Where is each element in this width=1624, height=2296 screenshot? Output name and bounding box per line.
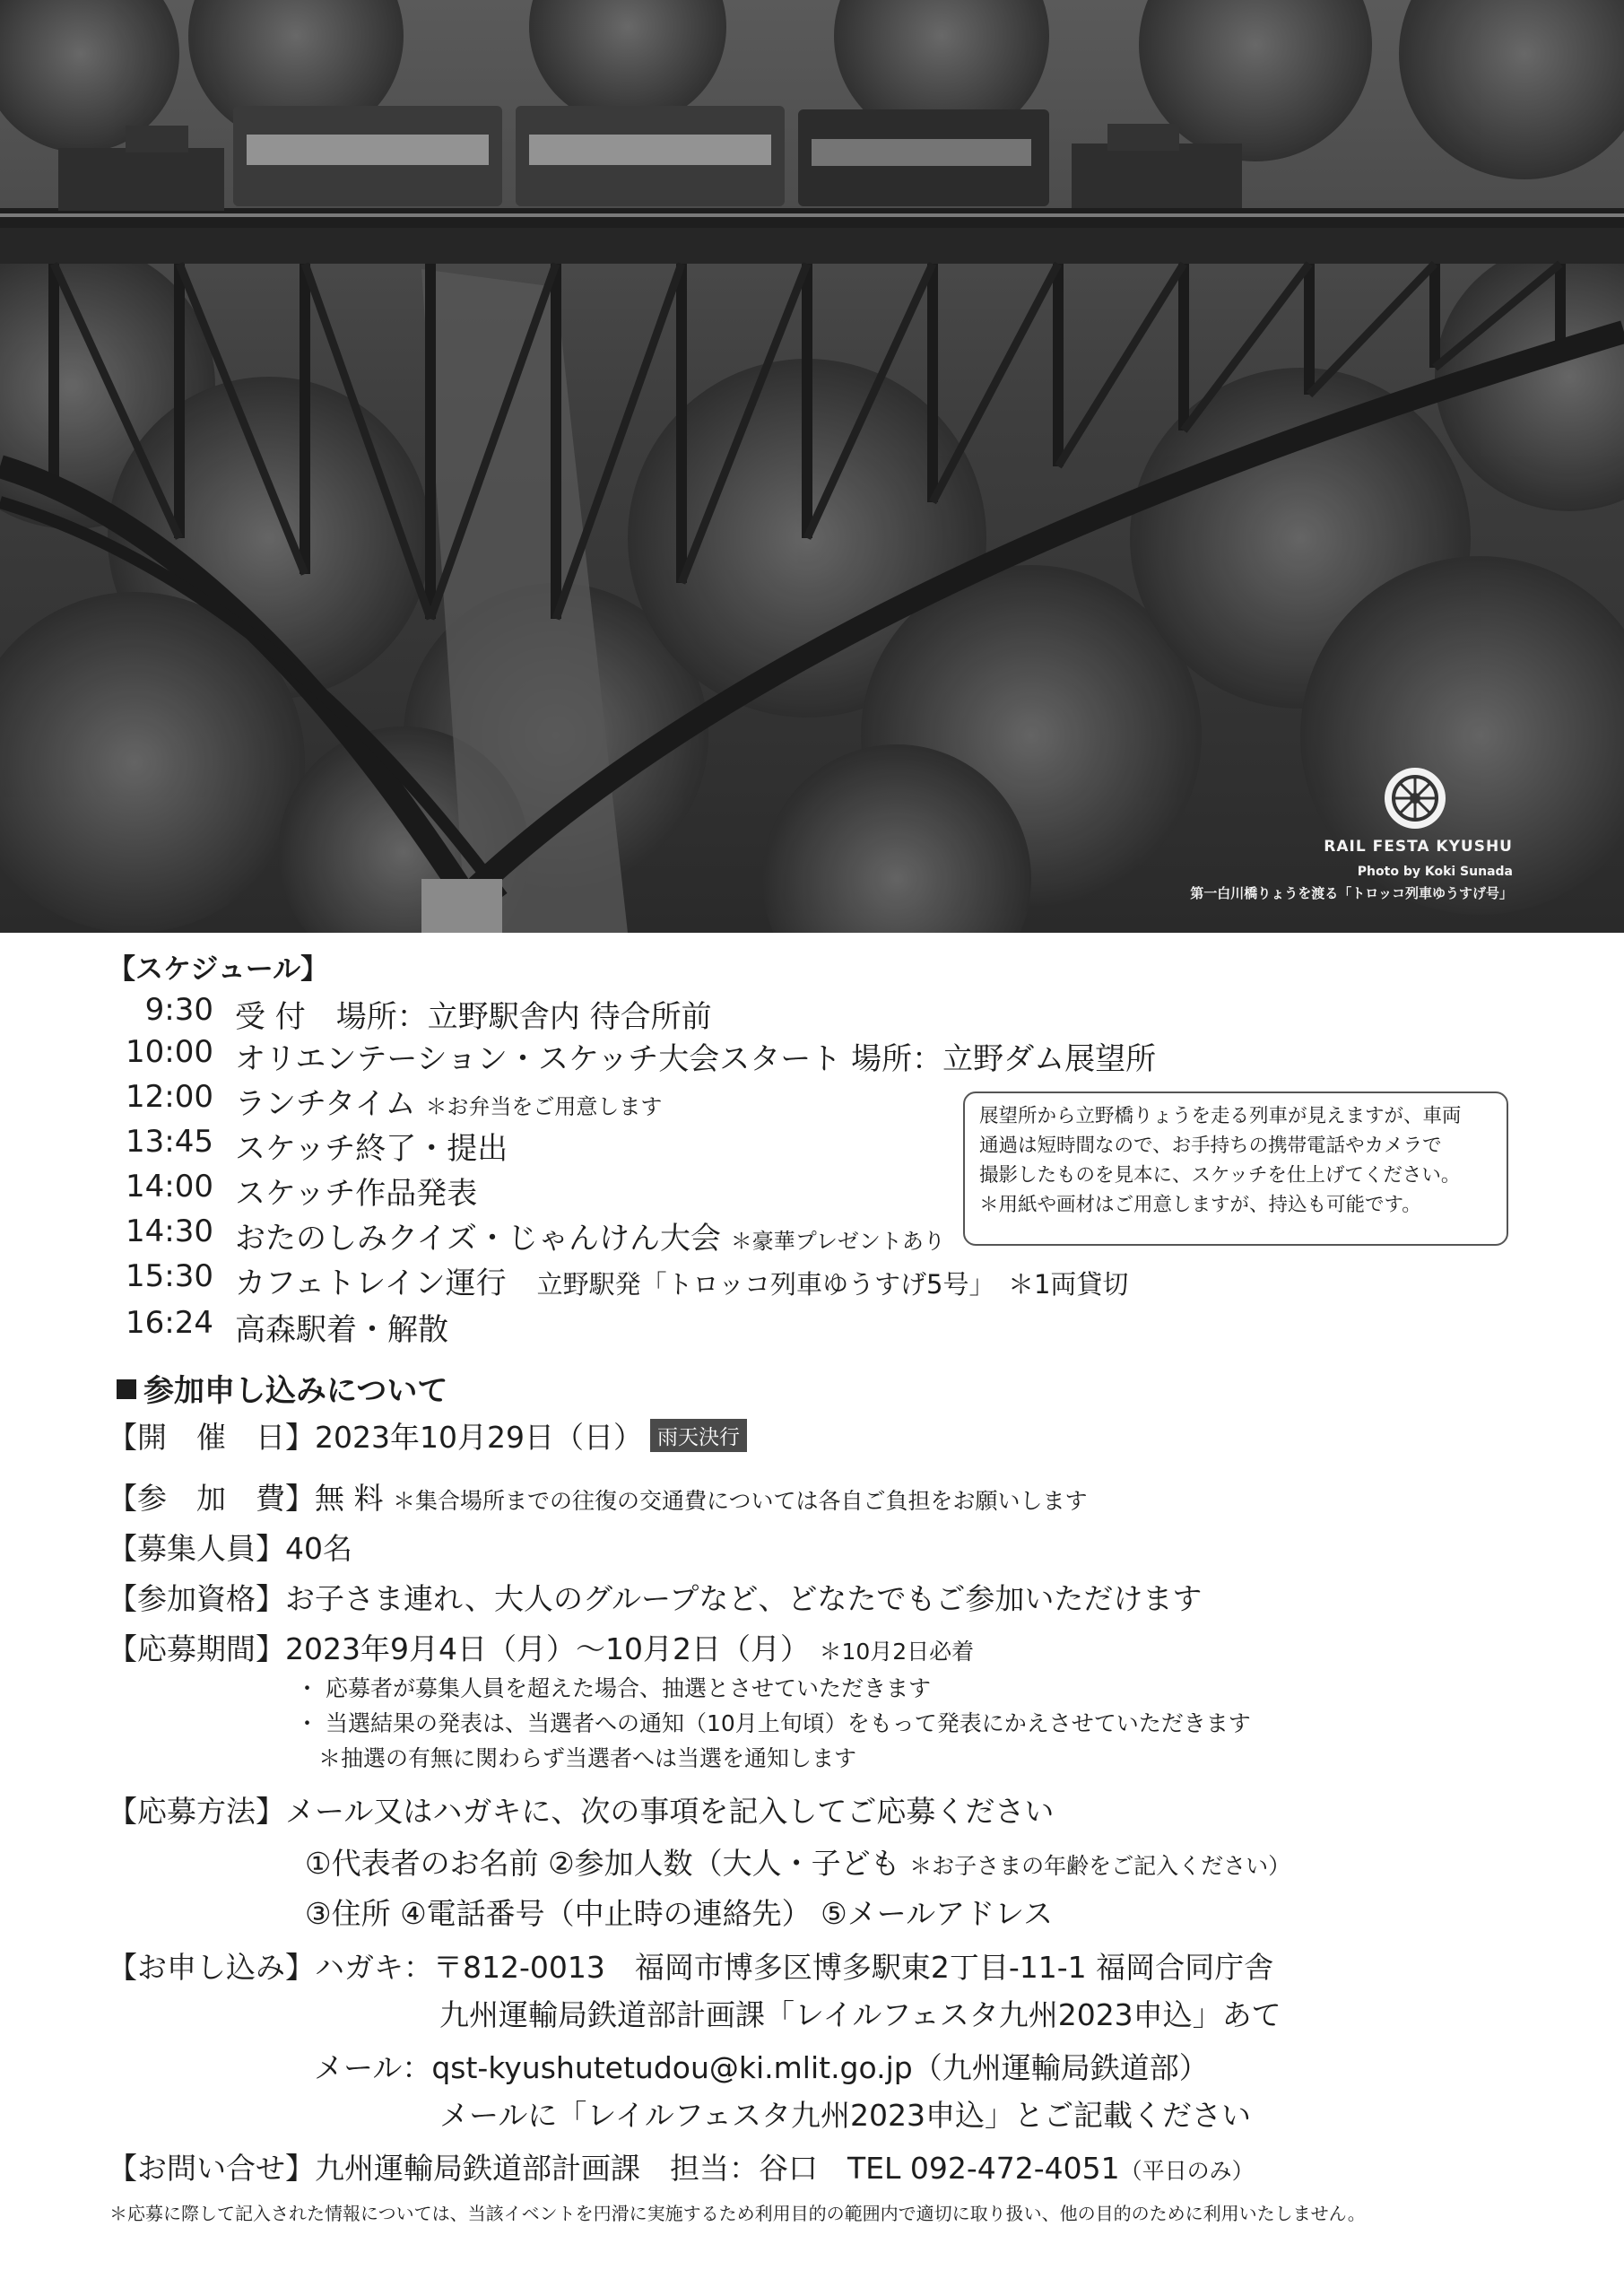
rail-festa-logo xyxy=(1385,768,1446,829)
submit-label: 【お申し込み】 xyxy=(108,1950,315,1985)
postcard-label: ハガキ： xyxy=(315,1950,433,1985)
fee-label: 【参 加 費】 xyxy=(108,1481,315,1516)
schedule-time: 14:30 xyxy=(126,1213,213,1249)
note-line: 展望所から立野橋りょうを走る列車が見えますが、車両 xyxy=(979,1105,1462,1127)
date-value: 2023年10月29日（日） xyxy=(315,1420,643,1455)
period-value: 2023年9月4日（月）～10月2日（月） xyxy=(285,1631,810,1666)
schedule-text: 受 付 場所：立野駅舎内 待合所前 xyxy=(235,999,712,1035)
capacity xyxy=(108,1526,352,1568)
schedule-note: ＊豪華プレゼントあり xyxy=(730,1229,945,1254)
period-label: 【応募期間】 xyxy=(108,1631,285,1666)
contact-note: （平日のみ） xyxy=(1119,2158,1255,2184)
method-value: メール又はハガキに、次の事項を記入してご応募ください xyxy=(285,1794,1055,1829)
capacity-label: 【募集人員】 xyxy=(108,1531,285,1566)
schedule-note: ＊お弁当をご用意します xyxy=(425,1094,663,1119)
eligibility-label: 【参加資格】 xyxy=(108,1581,285,1616)
schedule-time: 15:30 xyxy=(126,1258,213,1294)
fee-note: ＊集合場所までの往復の交通費については各自ご負担をお願いします xyxy=(393,1488,1088,1514)
mail-submit xyxy=(314,2045,1209,2087)
fee-value: 無 料 xyxy=(315,1481,384,1516)
mail-address[interactable]: qst-kyushutetudou@ki.mlit.go.jp xyxy=(431,2050,913,2085)
date-label: 【開 催 日】 xyxy=(108,1420,315,1455)
postcard-address-2: 九州運輸局鉄道部計画課「レイルフェスタ九州2023申込」あて xyxy=(439,1997,1281,2032)
contact-label: 【お問い合せ】 xyxy=(108,2151,315,2186)
schedule-time: 10:00 xyxy=(126,1034,213,1070)
schedule-note: 立野駅発「トロッコ列車ゆうすげ5号」 ＊1両貸切 xyxy=(536,1269,1129,1300)
period-note: ＊10月2日必着 xyxy=(819,1639,975,1665)
schedule-text: スケッチ作品発表 xyxy=(235,1176,478,1212)
method xyxy=(108,1788,1054,1831)
mail-note: メールに「レイルフェスタ九州2023申込」とご記載ください xyxy=(439,2098,1252,2133)
schedule-text: 高森駅着・解散 xyxy=(235,1312,448,1348)
note-line: 撮影したものを見本に、スケッチを仕上げてください。 xyxy=(979,1164,1461,1187)
mail-org: （九州運輸局鉄道部） xyxy=(912,2050,1209,2085)
photo-caption: 第一白川橋りょうを渡る「トロッコ列車ゆうすげ号」 xyxy=(1190,885,1513,901)
fee xyxy=(108,1475,1088,1518)
contact-value: 九州運輸局鉄道部計画課 担当：谷口 TEL 092-472-4051 xyxy=(315,2151,1120,2186)
period-bullet: ＊抽選の有無に関わらず当選者へは当選を通知します xyxy=(296,1745,857,1771)
method-item-note: ＊お子さまの年齢をご記入ください） xyxy=(909,1853,1291,1879)
method-label: 【応募方法】 xyxy=(108,1794,285,1829)
sketch-note-box xyxy=(963,1091,1508,1246)
schedule-text: スケッチ終了・提出 xyxy=(235,1131,508,1167)
brand-name: RAIL FESTA KYUSHU xyxy=(1324,838,1513,856)
postcard-submit xyxy=(108,1944,1273,1987)
eligibility-value: お子さま連れ、大人のグループなど、どなたでもご参加いただけます xyxy=(285,1581,1203,1616)
note-line: 通過は短時間なので、お手持ちの携帯電話やカメラで xyxy=(979,1135,1442,1157)
schedule-time: 16:24 xyxy=(126,1305,213,1341)
mail-label: メール： xyxy=(314,2050,432,2085)
period-bullet: ・ 当選結果の発表は、当選者への通知（10月上旬頃）をもって発表にかえさせていただきます xyxy=(296,1710,1251,1736)
method-item: ①代表者のお名前 ②参加人数（大人・子ども ＊お子さまの年齢をご記入ください） xyxy=(305,1846,1291,1881)
schedule-time: 14:00 xyxy=(126,1169,213,1205)
photo-credit: Photo by Koki Sunada xyxy=(1357,865,1513,879)
note-line: ＊用紙や画材はご用意しますが、持込も可能です。 xyxy=(979,1194,1421,1216)
rain-badge: 雨天決行 xyxy=(650,1419,747,1452)
event-date xyxy=(108,1414,747,1457)
schedule-text: カフェトレイン運行 xyxy=(235,1265,507,1301)
schedule-time: 9:30 xyxy=(144,992,213,1028)
contact xyxy=(108,2145,1255,2187)
privacy-note: ＊応募に際して記入された情報については、当該イベントを円滑に実施するため利用目的の範囲内で適切に取り扱い、他の目的のために利用いたしません。 xyxy=(109,2203,1366,2224)
schedule-heading: 【スケジュール】 xyxy=(108,953,329,986)
hero-photo xyxy=(0,0,1624,933)
schedule-time: 13:45 xyxy=(126,1124,213,1160)
eligibility xyxy=(108,1576,1202,1618)
method-item: ③住所 ④電話番号（中止時の連絡先） ⑤メールアドレス xyxy=(305,1896,1054,1931)
square-bullet-icon xyxy=(117,1379,136,1399)
schedule-text: ランチタイム xyxy=(235,1086,416,1122)
schedule-time: 12:00 xyxy=(126,1079,213,1115)
bridge-train-photo xyxy=(0,0,1624,933)
postcard-address: 〒812-0013 福岡市博多区博多駅東2丁目-11-1 福岡合同庁舎 xyxy=(433,1950,1274,1985)
apply-heading: 参加申し込みについて xyxy=(117,1366,447,1410)
period-bullet: ・ 応募者が募集人員を超えた場合、抽選とさせていただきます xyxy=(296,1675,931,1701)
capacity-value: 40名 xyxy=(285,1531,352,1566)
period xyxy=(108,1626,974,1668)
schedule-text: おたのしみクイズ・じゃんけん大会 xyxy=(235,1221,721,1257)
schedule-text: オリエンテーション・スケッチ大会スタート 場所：立野ダム展望所 xyxy=(235,1041,1157,1077)
